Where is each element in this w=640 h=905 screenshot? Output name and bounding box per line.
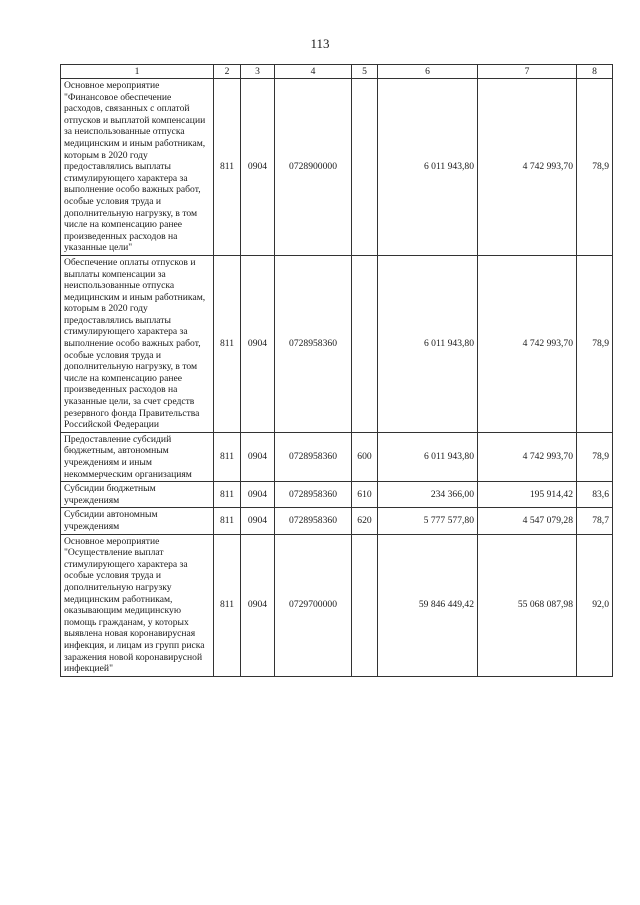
section-code: 0904	[241, 79, 275, 256]
planned-amount: 5 777 577,80	[378, 508, 478, 534]
row-description: Предоставление субсидий бюджетным, автономным учреждениям и иным некоммерческим организациям	[61, 432, 214, 481]
column-header: 6	[378, 65, 478, 79]
actual-amount: 4 742 993,70	[478, 79, 577, 256]
planned-amount: 6 011 943,80	[378, 79, 478, 256]
budget-table	[60, 64, 613, 677]
execution-percent: 83,6	[577, 482, 613, 508]
actual-amount: 4 547 079,28	[478, 508, 577, 534]
actual-amount: 4 742 993,70	[478, 432, 577, 481]
actual-amount: 4 742 993,70	[478, 255, 577, 432]
row-description: Основное мероприятие "Осуществление выплат стимулирующего характера за особые условия труда и дополнительную нагрузку медицинским работникам, оказывающим медицинскую помощь гражданам, у которых выявлена новая коронавирусная инфекция, и лицам из групп риска заражения новой коронавирусной инфекцией"	[61, 534, 214, 676]
ministry-code: 811	[214, 508, 241, 534]
table-row	[61, 79, 613, 256]
page-number: 113	[310, 36, 330, 51]
ministry-code: 811	[214, 432, 241, 481]
expense-type: 600	[352, 432, 378, 481]
section-code: 0904	[241, 432, 275, 481]
row-description: Субсидии бюджетным учреждениям	[61, 482, 214, 508]
expense-type	[352, 534, 378, 676]
ministry-code: 811	[214, 482, 241, 508]
target-code: 0728958360	[275, 432, 352, 481]
row-description: Субсидии автономным учреждениям	[61, 508, 214, 534]
ministry-code: 811	[214, 79, 241, 256]
target-code: 0728958360	[275, 255, 352, 432]
actual-amount: 55 068 087,98	[478, 534, 577, 676]
expense-type: 620	[352, 508, 378, 534]
target-code: 0728958360	[275, 482, 352, 508]
expense-type	[352, 255, 378, 432]
planned-amount: 6 011 943,80	[378, 432, 478, 481]
target-code: 0728900000	[275, 79, 352, 256]
target-code: 0728958360	[275, 508, 352, 534]
execution-percent: 78,9	[577, 255, 613, 432]
table-row	[61, 255, 613, 432]
column-header: 1	[61, 65, 214, 79]
section-code: 0904	[241, 255, 275, 432]
table-row	[61, 508, 613, 534]
row-description: Обеспечение оплаты отпусков и выплаты компенсации за неиспользованные отпуска медицинским и иным работникам, которым в 2020 году предоставлялись выплаты стимулирующего характера за выполнение особо важных работ, особые условия труда и дополнительную нагрузку, в том числе на компенсацию ранее произведенных расходов на указанные цели, за счет средств резервного фонда Правительства Российской Федерации	[61, 255, 214, 432]
table-row	[61, 534, 613, 676]
planned-amount: 234 366,00	[378, 482, 478, 508]
execution-percent: 78,9	[577, 79, 613, 256]
execution-percent: 92,0	[577, 534, 613, 676]
ministry-code: 811	[214, 534, 241, 676]
table-row	[61, 432, 613, 481]
planned-amount: 6 011 943,80	[378, 255, 478, 432]
execution-percent: 78,7	[577, 508, 613, 534]
execution-percent: 78,9	[577, 432, 613, 481]
column-header: 8	[577, 65, 613, 79]
actual-amount: 195 914,42	[478, 482, 577, 508]
ministry-code: 811	[214, 255, 241, 432]
header-row	[61, 65, 613, 79]
section-code: 0904	[241, 508, 275, 534]
row-description: Основное мероприятие "Финансовое обеспечение расходов, связанных с оплатой отпусков и выплатой компенсации за неиспользованные отпуска медицинским и иным работникам, которым в 2020 году предоставлялись выплаты стимулирующего характера за выполнение особо важных работ, особые условия труда и дополнительную нагрузку, в том числе на компенсацию ранее произведенных расходов на указанные цели"	[61, 79, 214, 256]
column-header: 3	[241, 65, 275, 79]
section-code: 0904	[241, 482, 275, 508]
column-header: 2	[214, 65, 241, 79]
column-header: 7	[478, 65, 577, 79]
planned-amount: 59 846 449,42	[378, 534, 478, 676]
expense-type: 610	[352, 482, 378, 508]
table-row	[61, 482, 613, 508]
expense-type	[352, 79, 378, 256]
target-code: 0729700000	[275, 534, 352, 676]
column-header: 4	[275, 65, 352, 79]
column-header: 5	[352, 65, 378, 79]
section-code: 0904	[241, 534, 275, 676]
